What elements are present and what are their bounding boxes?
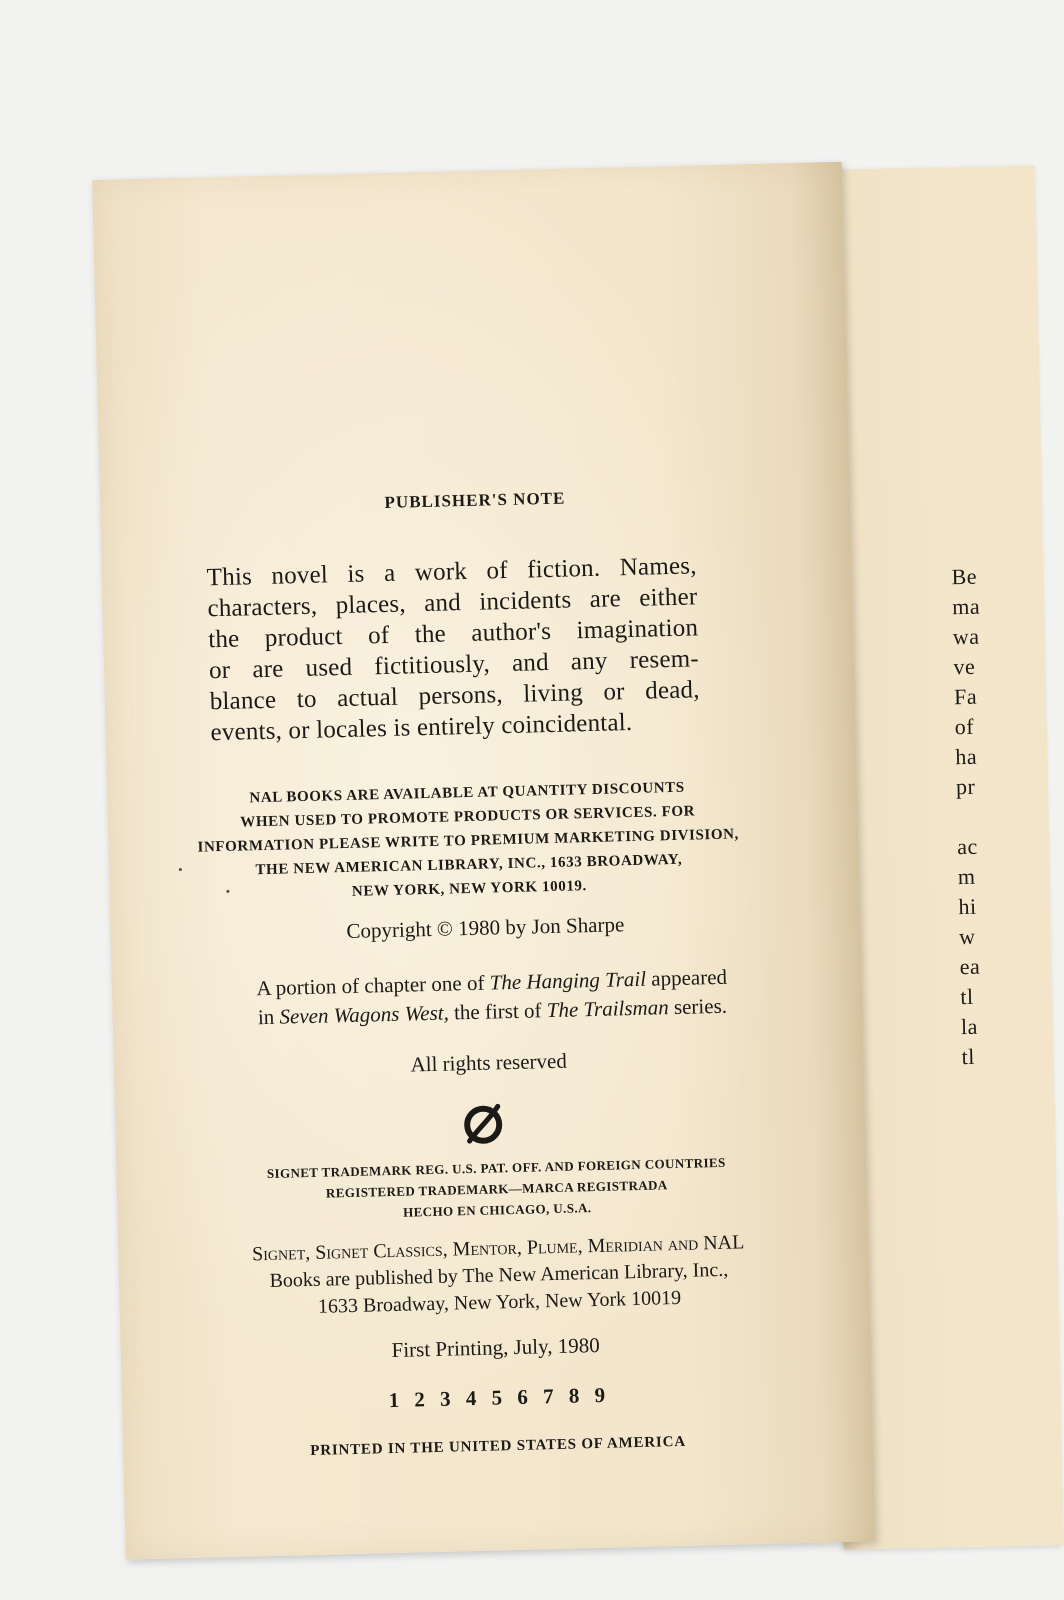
right-page-fragment: ma [951,593,981,620]
right-page-text [951,562,990,1072]
trademark-line: REGISTERED TRADEMARK—MARCA REGISTRADA [325,1177,668,1201]
note-line: or are used fictitiously, and any resem- [208,645,700,685]
note-line: events, or locales is entirely coincidental. [210,708,633,747]
right-page-fragment: Fa [953,683,978,710]
printing-numbers: 1 2 3 4 5 6 7 8 9 [388,1382,606,1413]
right-page-fragment: Be [951,563,978,590]
nal-discount-notice [147,773,790,909]
imprint-line: Signet, Signet Classics, Mentor, Plume, Meridian and NAL [251,1231,745,1266]
series-title: The Trailsman [546,995,669,1023]
printed-in-usa: PRINTED IN THE UNITED STATES OF AMERICA [310,1433,687,1460]
portion-text: series. [668,993,728,1020]
nal-line: INFORMATION PLEASE WRITE TO PREMIUM MARKETING DIVISION, [197,826,740,856]
right-page-fragment: ac [956,833,978,860]
imprint-line: 1633 Broadway, New York, New York 10019 [317,1286,682,1318]
right-page-fragment: ea [959,953,981,980]
right-page-fragment: tl [961,1043,976,1070]
right-page-fragment: w [958,923,976,950]
publishers-note-text [206,550,700,748]
right-page-fragment [956,802,985,833]
signet-logo-icon [460,1100,507,1147]
nal-line: THE NEW AMERICAN LIBRARY, INC., 1633 BROADWAY, [255,851,683,879]
right-page-fragment: wa [952,623,980,650]
note-line: This novel is a work of fiction. Names, [206,552,697,592]
trademark-notice [156,1149,837,1229]
left-page [92,162,875,1560]
rights-reserved: All rights reserved [410,1048,568,1077]
nal-line: NEW YORK, NEW YORK 10019. [351,878,588,900]
note-line: blance to actual persons, living or dead, [209,676,700,716]
right-page-fragment: tl [960,983,974,1010]
imprints-notice [158,1227,840,1325]
note-line: the product of the author's imagination [207,614,699,654]
copyright-line: Copyright © 1980 by Jon Sharpe [346,912,625,944]
portion-text: the first of [448,998,548,1025]
right-page-fragment: ha [955,743,978,770]
imprint-line: Books are published by The New American Library, Inc., [269,1258,729,1292]
right-page-fragment: of [954,713,975,740]
trademark-line: HECHO EN CHICAGO, U.S.A. [402,1200,592,1220]
book-title: Seven Wagons West, [279,1000,450,1029]
right-page-fragment: pr [955,773,976,800]
portion-text: appeared [645,964,728,991]
right-page-fragment: la [960,1013,979,1040]
portion-notice [151,960,832,1035]
ink-speck [226,890,229,893]
publishers-note-heading: PUBLISHER'S NOTE [384,488,566,512]
first-printing: First Printing, July, 1980 [391,1332,600,1363]
right-page-fragment: m [957,863,976,890]
right-page-fragment: ve [953,653,976,680]
nal-line: WHEN USED TO PROMOTE PRODUCTS OR SERVICES. FOR [240,803,696,831]
portion-text: in [257,1004,280,1030]
right-page-fragment: hi [958,893,977,920]
note-line: characters, places, and incidents are either [207,583,698,623]
nal-line: NAL BOOKS ARE AVAILABLE AT QUANTITY DISCOUNTS [249,779,685,807]
ink-speck [179,868,182,871]
portion-text: A portion of chapter one of [256,970,490,1001]
book-title: The Hanging Trail [489,966,647,995]
trademark-line: SIGNET TRADEMARK REG. U.S. PAT. OFF. AND FOREIGN COUNTRIES [266,1154,726,1182]
